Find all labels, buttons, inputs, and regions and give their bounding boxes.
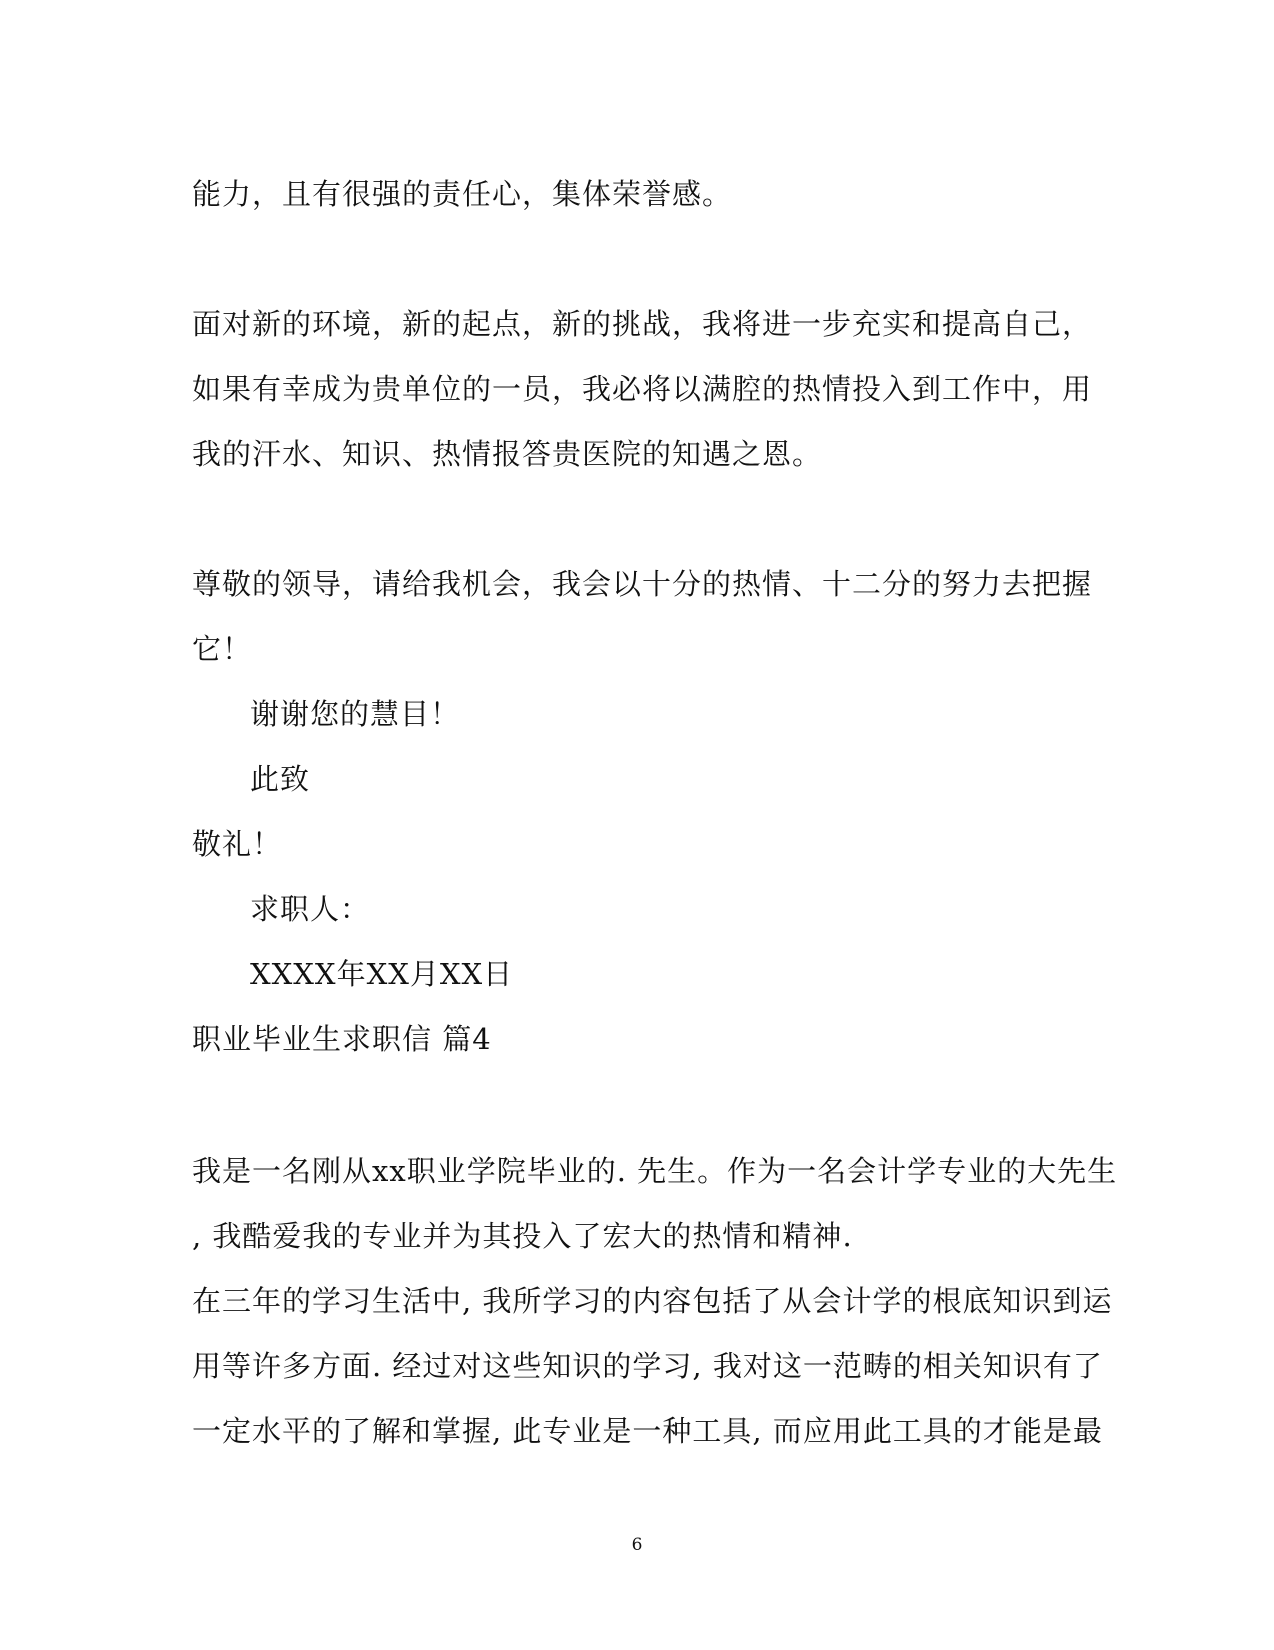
page-number: 6: [631, 1535, 643, 1555]
closing-salutation: 此致: [250, 762, 311, 796]
paragraph-line: 尊敬的领导，请给我机会，我会以十分的热情、十二分的努力去把握: [192, 567, 1093, 601]
paragraph-line: 面对新的环境，新的起点，新的挑战，我将进一步充实和提高自己，: [192, 307, 1093, 341]
paragraph-line: , 我酷爱我的专业并为其投入了宏大的热情和精神.: [192, 1219, 853, 1253]
letter-date: XXXX年XX月XX日: [250, 957, 514, 991]
paragraph-line: 在三年的学习生活中, 我所学习的内容包括了从会计学的根底知识到运: [192, 1284, 1113, 1318]
paragraph-line: 我的汗水、知识、热情报答贵医院的知遇之恩。: [192, 437, 823, 471]
paragraph-line: 我是一名刚从xx职业学院毕业的. 先生。作为一名会计学专业的大先生: [192, 1154, 1118, 1188]
applicant-label: 求职人：: [250, 892, 371, 926]
paragraph-line: 如果有幸成为贵单位的一员，我必将以满腔的热情投入到工作中，用: [192, 372, 1093, 406]
closing-thanks: 谢谢您的慧目！: [250, 697, 461, 731]
paragraph-line: 它！: [192, 632, 253, 666]
paragraph-line: 用等许多方面. 经过对这些知识的学习, 我对这一范畴的相关知识有了: [192, 1349, 1103, 1383]
paragraph-line: 一定水平的了解和掌握, 此专业是一种工具, 而应用此工具的才能是最: [192, 1414, 1103, 1448]
paragraph-line: 能力，且有很强的责任心，集体荣誉感。: [192, 177, 733, 211]
closing-regards: 敬礼！: [192, 827, 283, 861]
section-heading: 职业毕业生求职信 篇4: [192, 1022, 492, 1056]
